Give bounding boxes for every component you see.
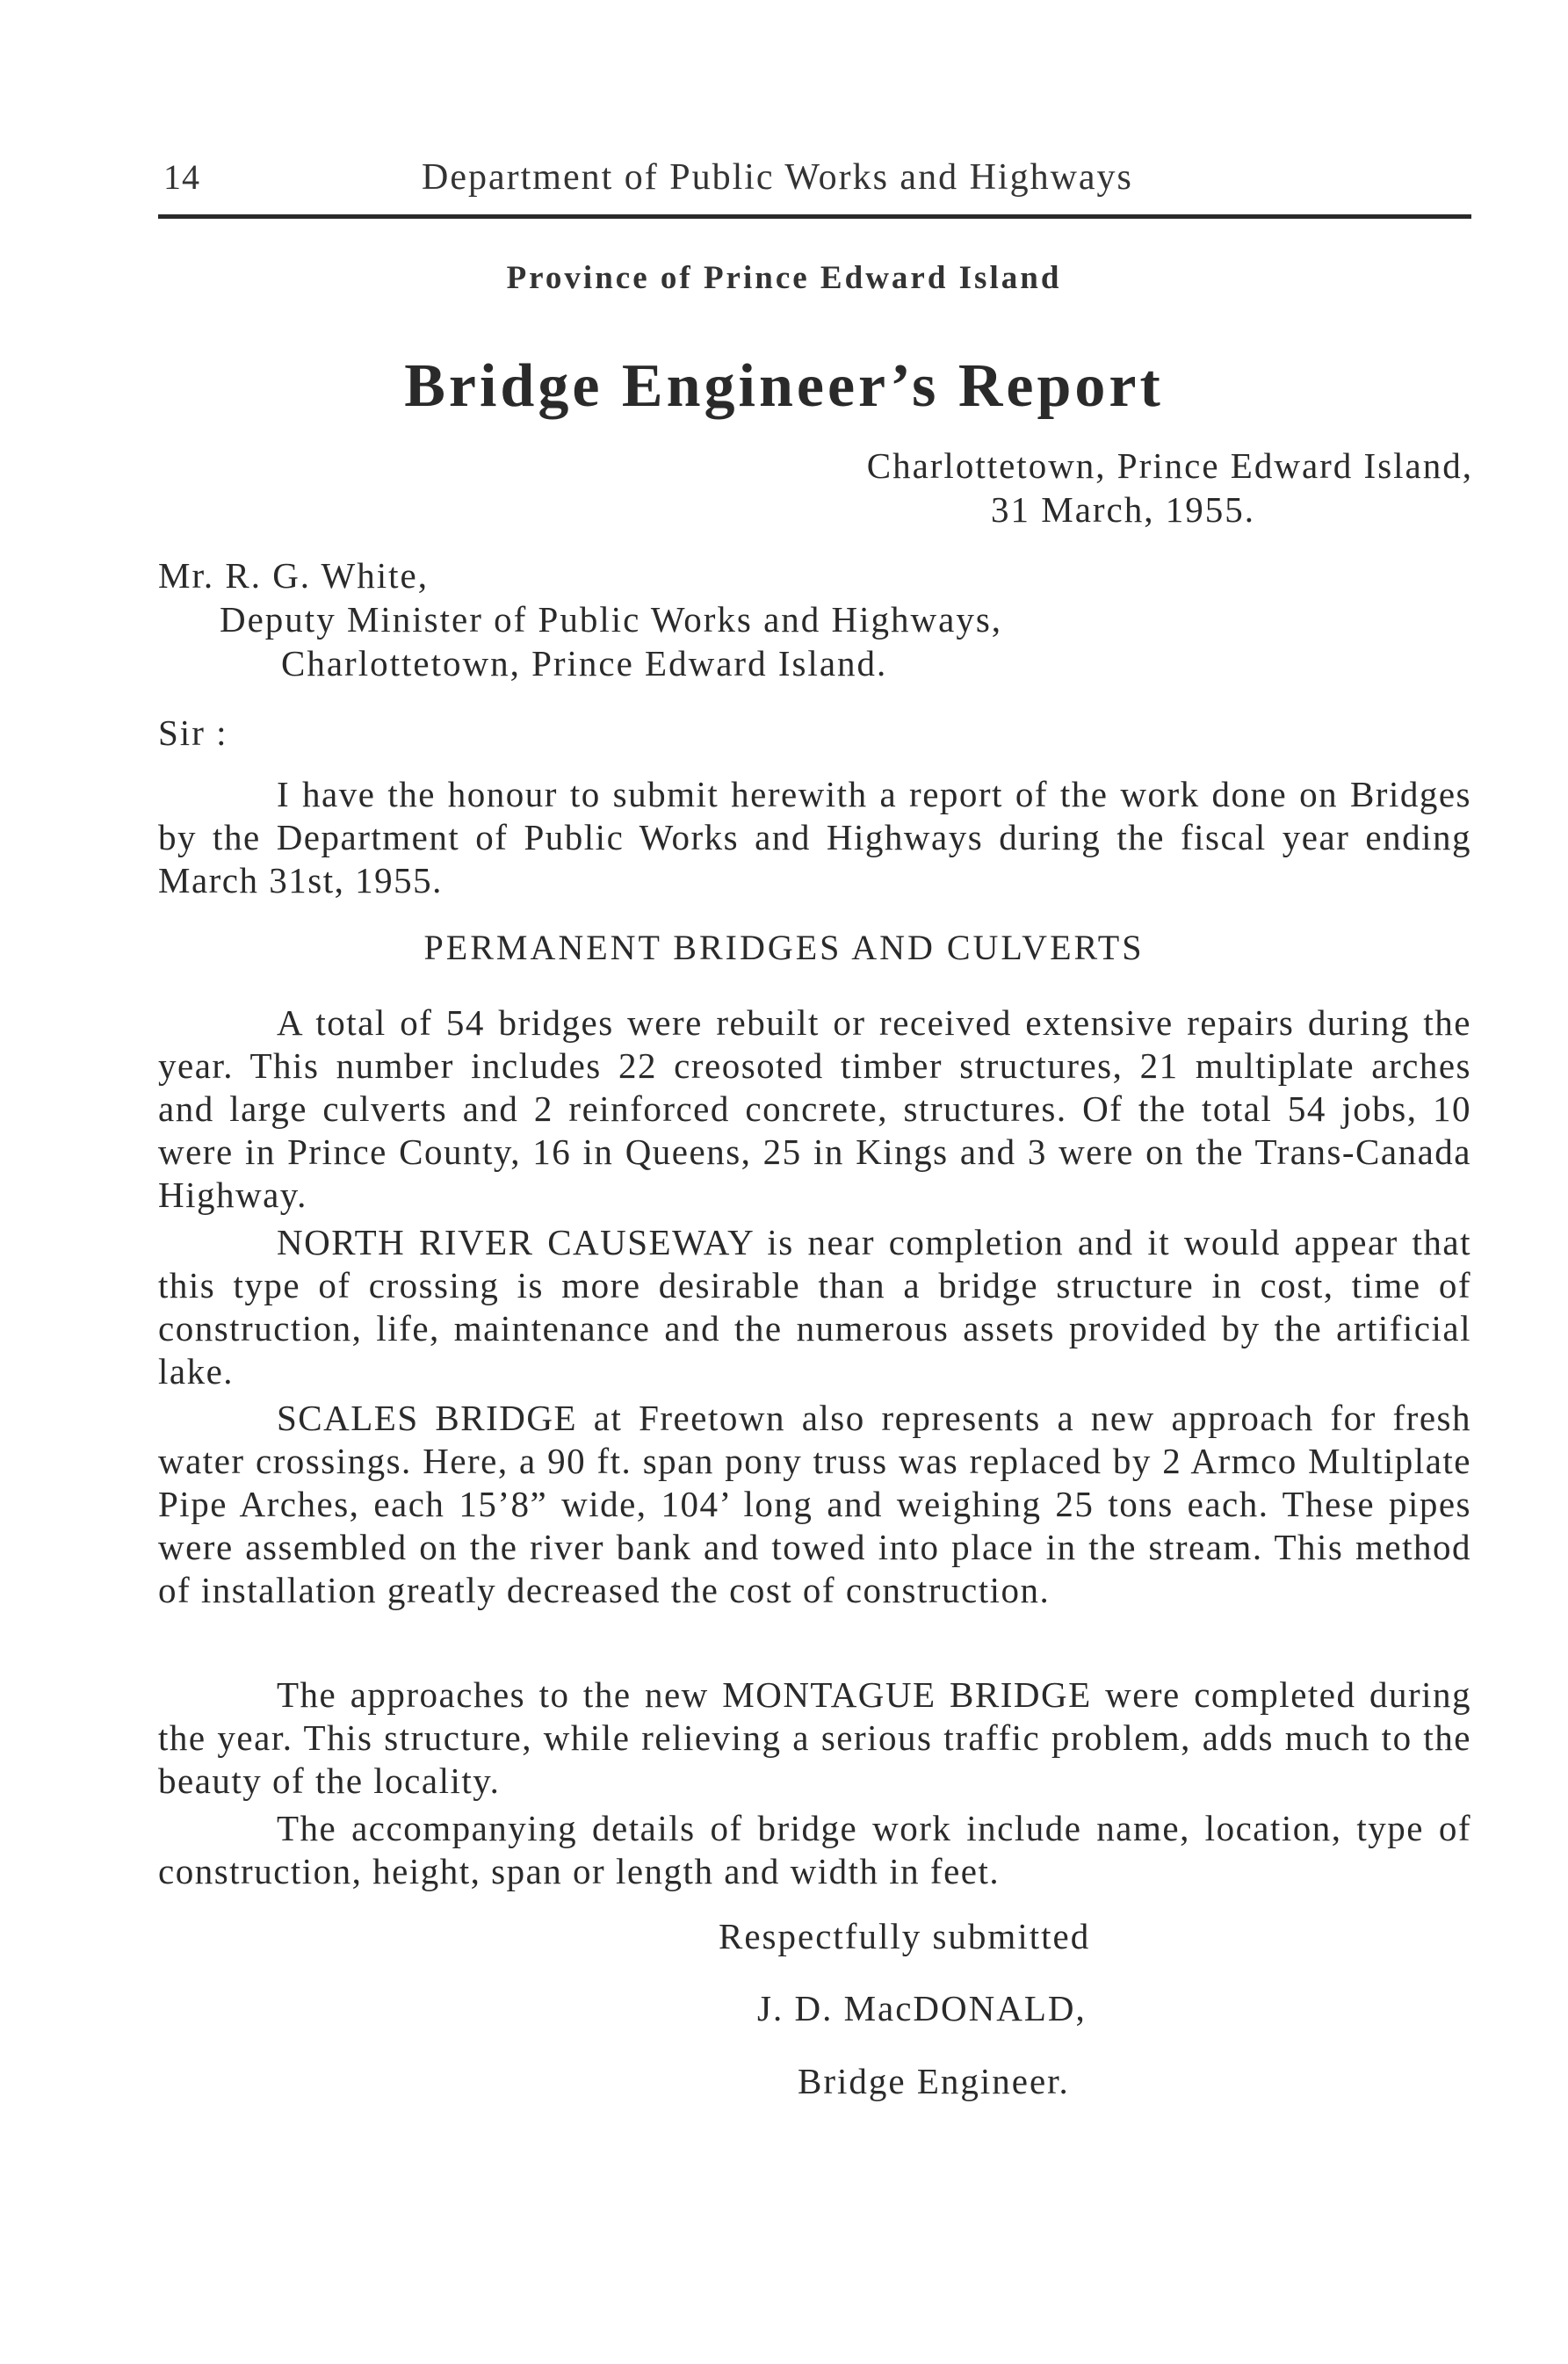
paragraph-scales-bridge: SCALES BRIDGE at Freetown also represents a new approach for fresh water crossings. Here, a 90 ft. span pony truss was replaced by 2 Armco Multiplate Pipe Arches, each 15’8” wide, 104’ long and weighing 25 tons each. These pipes were assembled on the river bank and towed into place in the stream. This method of installation greatly decreased the cost of construction. <box>158 1398 1471 1610</box>
intro-paragraph: I have the honour to submit herewith a report of the work done on Bridges by the Department of Public Works and Highways during the fiscal year ending March 31st, 1955. <box>158 774 1471 900</box>
paragraph-montague: The approaches to the new MONTAGUE BRIDGE were completed during the year. This structure, while relieving a serious traffic problem, adds much to the beauty of the locality. <box>158 1674 1471 1801</box>
signatory-position: Bridge Engineer. <box>798 2061 1070 2101</box>
page-header <box>158 156 1467 209</box>
paragraph-north-river: NORTH RIVER CAUSEWAY is near completion and it would appear that this type of crossing is more desirable than a bridge structure in cost, time of construction, life, maintenance and the numerous assets provided by the artificial lake. <box>158 1222 1471 1392</box>
complimentary-close: Respectfully submitted <box>719 1916 1091 1956</box>
address-line-location: Charlottetown, Prince Edward Island. <box>281 643 888 683</box>
signatory-name: J. D. MacDONALD, <box>757 1988 1087 2028</box>
address-line-name: Mr. R. G. White, <box>158 555 429 596</box>
running-head: Department of Public Works and Highways <box>422 157 1133 198</box>
page-number: 14 <box>163 157 200 197</box>
province-heading: Province of Prince Edward Island <box>506 260 1062 296</box>
dateline-date: 31 March, 1955. <box>990 489 1255 530</box>
address-line-title: Deputy Minister of Public Works and Highways, <box>220 599 1003 640</box>
paragraph-bridges-total: A total of 54 bridges were rebuilt or received extensive repairs during the year. This number includes 22 creosoted timber structures, 21 multiplate arches and large culverts and 2 reinforced concrete, structures. Of the total 54 jobs, 10 were in Prince County, 16 in Queens, 25 in Kings and 3 were on the Trans-Canada Highway. <box>158 1002 1471 1215</box>
dateline-place: Charlottetown, Prince Edward Island, <box>866 445 1473 486</box>
section-heading: PERMANENT BRIDGES AND CULVERTS <box>423 928 1145 967</box>
salutation: Sir : <box>158 712 228 753</box>
recipient-address <box>158 553 1002 685</box>
header-rule <box>158 214 1471 219</box>
dateline <box>867 444 1473 531</box>
report-title: Bridge Engineer’s Report <box>404 352 1164 420</box>
paragraph-details: The accompanying details of bridge work include name, location, type of construction, height, span or length and width in feet. <box>158 1808 1471 1891</box>
